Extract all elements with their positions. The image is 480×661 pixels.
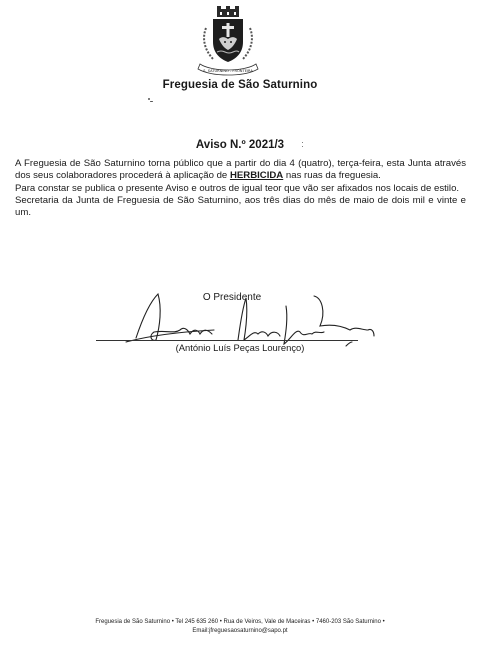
footer-address: Freguesia de São Saturnino • Tel 245 635 260 • Rua de Veiros, Vale de Maceiras • 7460-203 São Saturnino • — [95, 619, 385, 625]
signature-line — [96, 340, 358, 341]
notice-paragraph-1 — [15, 158, 466, 183]
notice-paragraph-3: Secretaria da Junta de Freguesia de São Saturnino, aos três dias do mês de maio de dois mil e vinte e um. — [15, 194, 466, 219]
herbicide-highlight: HERBICIDA — [229, 170, 284, 182]
coat-ribbon-text: S. SATURNINO - FRONTEIRA — [203, 69, 253, 73]
footer-email: Email:jfreguesaosaturnino@sapo.pt — [192, 628, 288, 634]
signatory-name: (António Luís Peças Lourenço) — [175, 342, 305, 353]
org-name: Freguesia de São Saturnino — [162, 79, 318, 91]
notice-body — [15, 158, 466, 219]
notice-paragraph-2: Para constar se publica o presente Aviso e outros de igual teor que vão ser afixados nos locais de estilo. — [15, 182, 460, 194]
scan-speck — [150, 101, 153, 102]
scan-speck — [148, 98, 150, 100]
paragraph-1-text: A Freguesia de São Saturnino torna público que a partir do dia 4 (quatro), terça-feira, esta Junta através dos seus colaboradores procederá à aplicação de — [15, 158, 466, 182]
notice-title: Aviso N.º 2021/3 — [195, 139, 285, 151]
paragraph-1-end: nas ruas da freguesia. — [283, 170, 381, 182]
footer — [0, 618, 480, 636]
coat-of-arms-icon — [192, 6, 264, 78]
signatory-role: O Presidente — [202, 292, 262, 303]
